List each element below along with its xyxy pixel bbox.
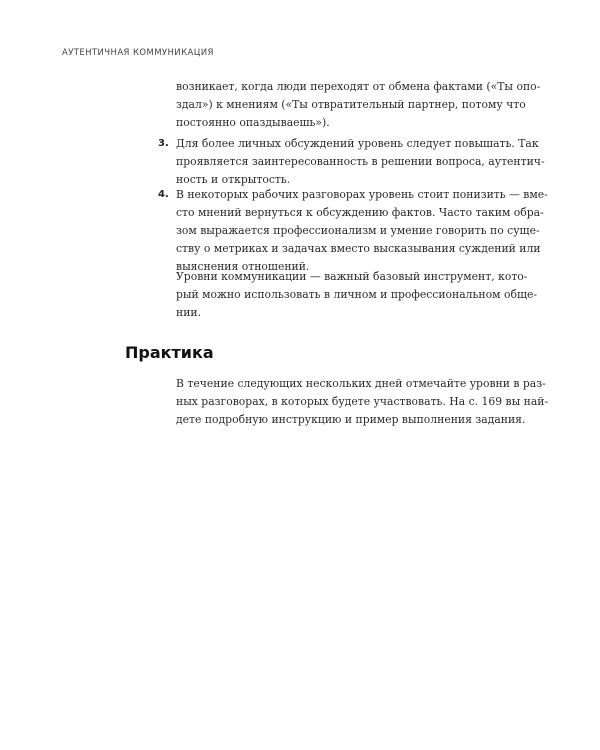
text-line: В течение следующих нескольких дней отмечайте уровни в раз- bbox=[176, 377, 546, 390]
text-line: рый можно использовать в личном и профессиональном обще- bbox=[176, 288, 538, 301]
text-line: зом выражается профессионализм и умение говорить по суще- bbox=[176, 224, 540, 237]
text-line: постоянно опаздываешь»). bbox=[176, 116, 330, 129]
text-line: проявляется заинтересованность в решении вопроса, аутентич- bbox=[176, 155, 545, 168]
text-line: дете подробную инструкцию и пример выполнения задания. bbox=[176, 413, 526, 426]
text-line: ных разговорах, в которых будете участвовать. На с. 169 вы най- bbox=[176, 395, 549, 408]
list-item-4 bbox=[158, 186, 548, 276]
text-line: возникает, когда люди переходят от обмена фактами («Ты опо- bbox=[176, 80, 541, 93]
text-line: нии. bbox=[176, 306, 202, 319]
list-number: 3. bbox=[158, 138, 169, 149]
text-line: Для более личных обсуждений уровень следует повышать. Так bbox=[176, 137, 539, 150]
text-line: Уровни коммуникации — важный базовый инструмент, кото- bbox=[176, 270, 528, 283]
text-line: выяснения отношений. bbox=[176, 260, 310, 273]
text-line: В некоторых рабочих разговорах уровень стоит понизить — вме- bbox=[176, 188, 548, 201]
practice-heading: Практика bbox=[125, 343, 214, 362]
list-number: 4. bbox=[158, 189, 169, 200]
text-line: ству о метриках и задачах вместо высказывания суждений или bbox=[176, 242, 541, 255]
running-head: АУТЕНТИЧНАЯ КОММУНИКАЦИЯ bbox=[62, 48, 214, 58]
practice-paragraph bbox=[176, 375, 549, 429]
text-line: ность и открытость. bbox=[176, 173, 291, 186]
list-item-3 bbox=[158, 135, 545, 189]
text-line: сто мнений вернуться к обсуждению фактов. Часто таким обра- bbox=[176, 206, 544, 219]
continued-paragraph bbox=[176, 78, 541, 132]
text-line: здал») к мнениям («Ты отвратительный партнер, потому что bbox=[176, 98, 526, 111]
summary-paragraph bbox=[176, 268, 538, 322]
